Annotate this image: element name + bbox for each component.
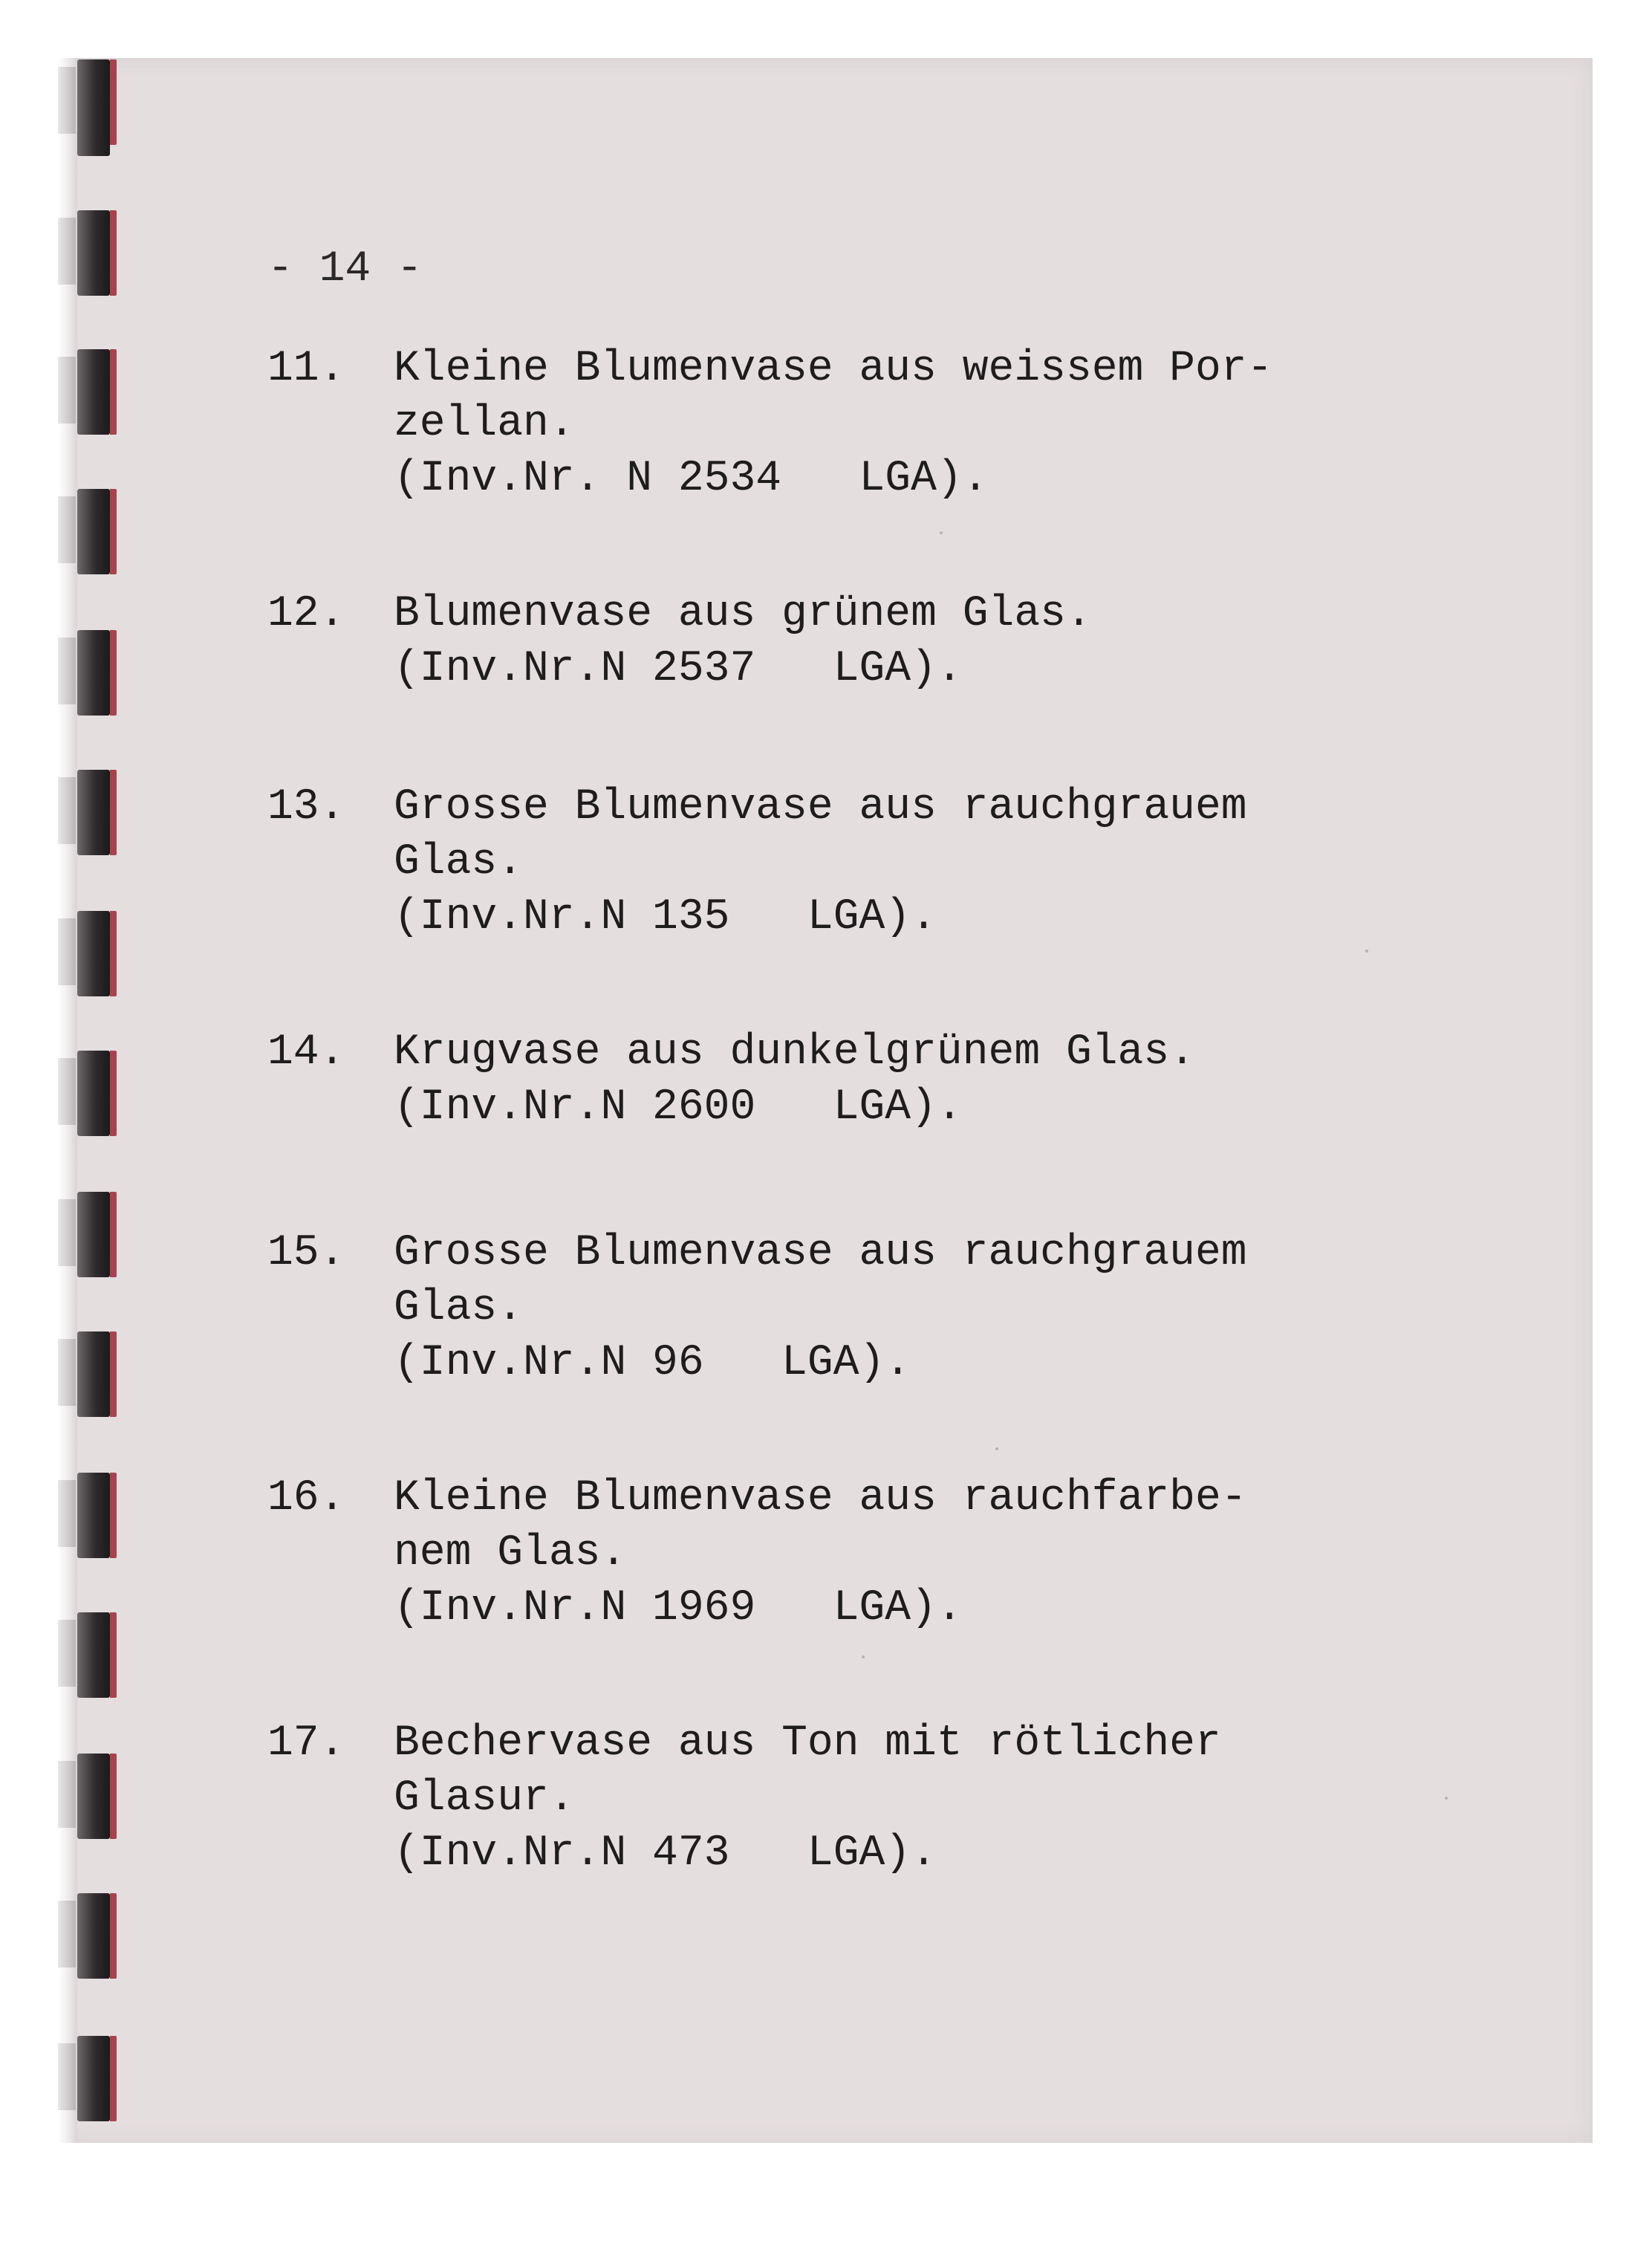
binding-loop xyxy=(77,1331,110,1417)
binding-loop xyxy=(77,911,110,996)
inventory-number-line: (Inv.Nr.N 1969 LGA). xyxy=(394,1584,963,1632)
description-line: zellan. xyxy=(394,400,575,448)
description-line: nem Glas. xyxy=(394,1529,627,1577)
description-line: Kleine Blumenvase aus weissem Por- xyxy=(394,345,1273,393)
binding-loop xyxy=(77,59,110,156)
inventory-number-line: (Inv.Nr. N 2534 LGA). xyxy=(394,455,989,503)
description-line: Glasur. xyxy=(394,1774,575,1823)
binding-loop xyxy=(77,2036,110,2121)
entry-description xyxy=(394,780,1552,945)
paper-speck xyxy=(862,1655,865,1658)
inventory-number-line: (Inv.Nr.N 473 LGA). xyxy=(394,1829,937,1878)
entry-number: 13. xyxy=(267,783,345,831)
entry-number: 15. xyxy=(267,1229,345,1277)
entry-number: 16. xyxy=(267,1474,345,1522)
paper-speck xyxy=(940,531,943,534)
entry-description xyxy=(394,342,1552,507)
inventory-number-line: (Inv.Nr.N 2537 LGA). xyxy=(394,645,963,693)
entry-description xyxy=(394,1471,1552,1636)
inventory-number-line: (Inv.Nr.N 2600 LGA). xyxy=(394,1083,963,1132)
entry-number: 11. xyxy=(267,345,345,393)
entry-number: 14. xyxy=(267,1028,345,1077)
binding-loop xyxy=(77,349,110,435)
description-line: Grosse Blumenvase aus rauchgrauem xyxy=(394,783,1247,831)
entry-description xyxy=(394,1716,1552,1881)
entry-description xyxy=(394,587,1552,697)
paper-speck xyxy=(1445,1797,1448,1800)
description-line: Grosse Blumenvase aus rauchgrauem xyxy=(394,1229,1247,1277)
description-line: Bechervase aus Ton mit rötlicher xyxy=(394,1719,1221,1768)
binding-loop xyxy=(77,1754,110,1839)
binding-loop xyxy=(77,1612,110,1698)
inventory-number-line: (Inv.Nr.N 135 LGA). xyxy=(394,893,937,941)
binding-loop xyxy=(77,1473,110,1558)
binding-loop xyxy=(77,210,110,296)
description-line: Krugvase aus dunkelgrünem Glas. xyxy=(394,1028,1195,1077)
binding-loop xyxy=(77,1051,110,1136)
inventory-number-line: (Inv.Nr.N 96 LGA). xyxy=(394,1339,911,1387)
description-line: Glas. xyxy=(394,838,524,886)
paper-speck xyxy=(995,1447,998,1450)
entry-description xyxy=(394,1226,1552,1391)
entry-number: 12. xyxy=(267,590,345,638)
entry-description xyxy=(394,1025,1552,1135)
binding-loop xyxy=(77,489,110,574)
binding-loop xyxy=(77,630,110,716)
binding-loop xyxy=(77,1893,110,1979)
description-line: Glas. xyxy=(394,1284,524,1332)
entry-number: 17. xyxy=(267,1719,345,1768)
description-line: Blumenvase aus grünem Glas. xyxy=(394,590,1092,638)
page-number: - 14 - xyxy=(267,245,423,293)
paper-speck xyxy=(1365,950,1368,953)
binding-loop xyxy=(77,1192,110,1277)
binding-loop xyxy=(77,770,110,855)
spiral-binding xyxy=(58,58,125,2143)
description-line: Kleine Blumenvase aus rauchfarbe- xyxy=(394,1474,1247,1522)
